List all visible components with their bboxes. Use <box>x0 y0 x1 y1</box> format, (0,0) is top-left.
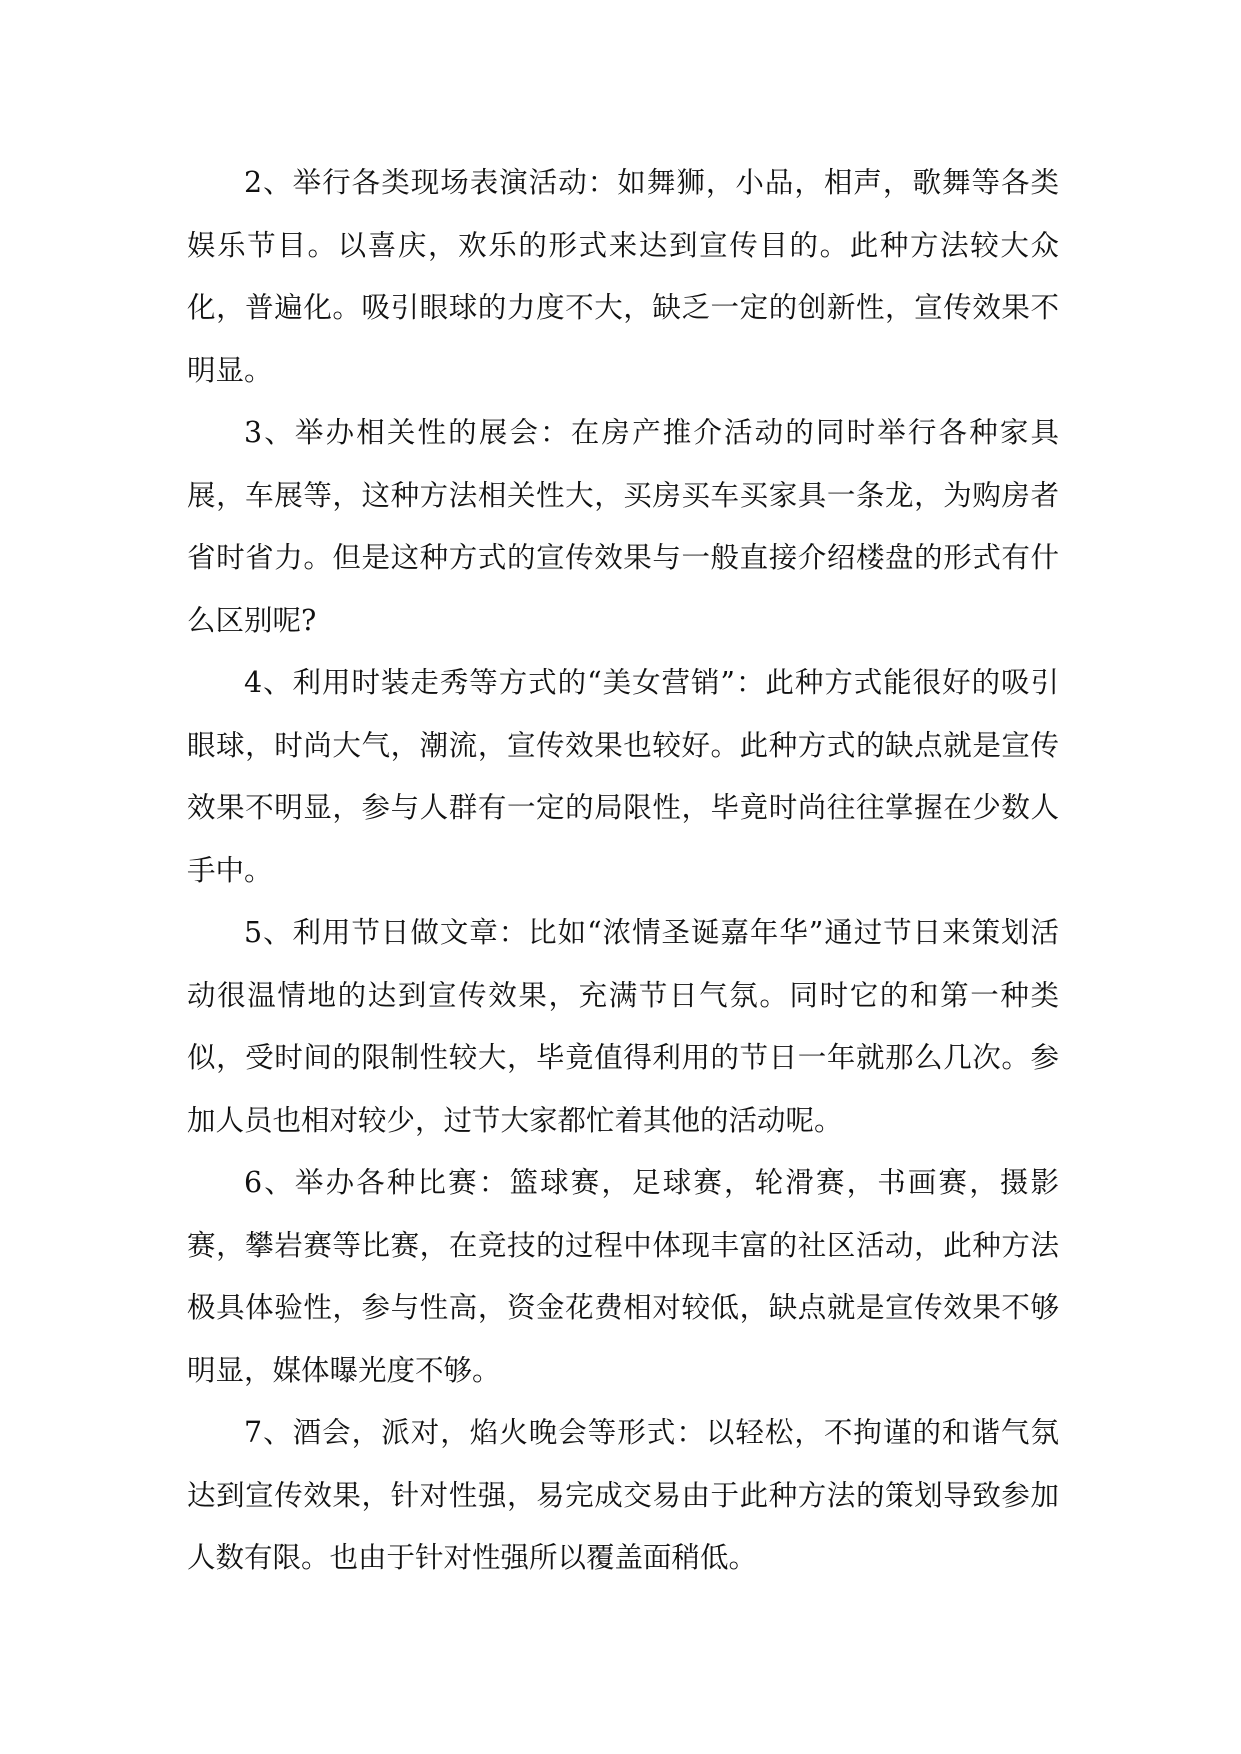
paragraph-3: 3、举办相关性的展会：在房产推介活动的同时举行各种家具展，车展等，这种方法相关性大，买房买车买家具一条龙，为购房者省时省力。但是这种方式的宣传效果与一般直接介绍楼盘的形式有什么区别呢? <box>187 416 1059 637</box>
paragraph-7: 7、酒会，派对，焰火晚会等形式：以轻松，不拘谨的和谐气氛达到宣传效果，针对性强，易完成交易由于此种方法的策划导致参加人数有限。也由于针对性强所以覆盖面稍低。 <box>187 1416 1059 1574</box>
paragraph-5: 5、利用节日做文章：比如“浓情圣诞嘉年华”通过节日来策划活动很温情地的达到宣传效果，充满节日气氛。同时它的和第一种类似，受时间的限制性较大，毕竟值得利用的节日一年就那么几次。参加人员也相对较少，过节大家都忙着其他的活动呢。 <box>187 916 1059 1137</box>
paragraph-6: 6、举办各种比赛：篮球赛，足球赛，轮滑赛，书画赛，摄影赛，攀岩赛等比赛，在竞技的过程中体现丰富的社区活动，此种方法极具体验性，参与性高，资金花费相对较低，缺点就是宣传效果不够明显，媒体曝光度不够。 <box>187 1166 1059 1387</box>
document-body <box>187 152 1059 1590</box>
paragraph-2: 2、举行各类现场表演活动：如舞狮，小品，相声，歌舞等各类娱乐节目。以喜庆，欢乐的形式来达到宣传目的。此种方法较大众化，普遍化。吸引眼球的力度不大，缺乏一定的创新性，宣传效果不明显。 <box>187 166 1059 387</box>
paragraph-4: 4、利用时装走秀等方式的“美女营销”：此种方式能很好的吸引眼球，时尚大气，潮流，宣传效果也较好。此种方式的缺点就是宣传效果不明显，参与人群有一定的局限性，毕竟时尚往往掌握在少数人手中。 <box>187 666 1059 887</box>
